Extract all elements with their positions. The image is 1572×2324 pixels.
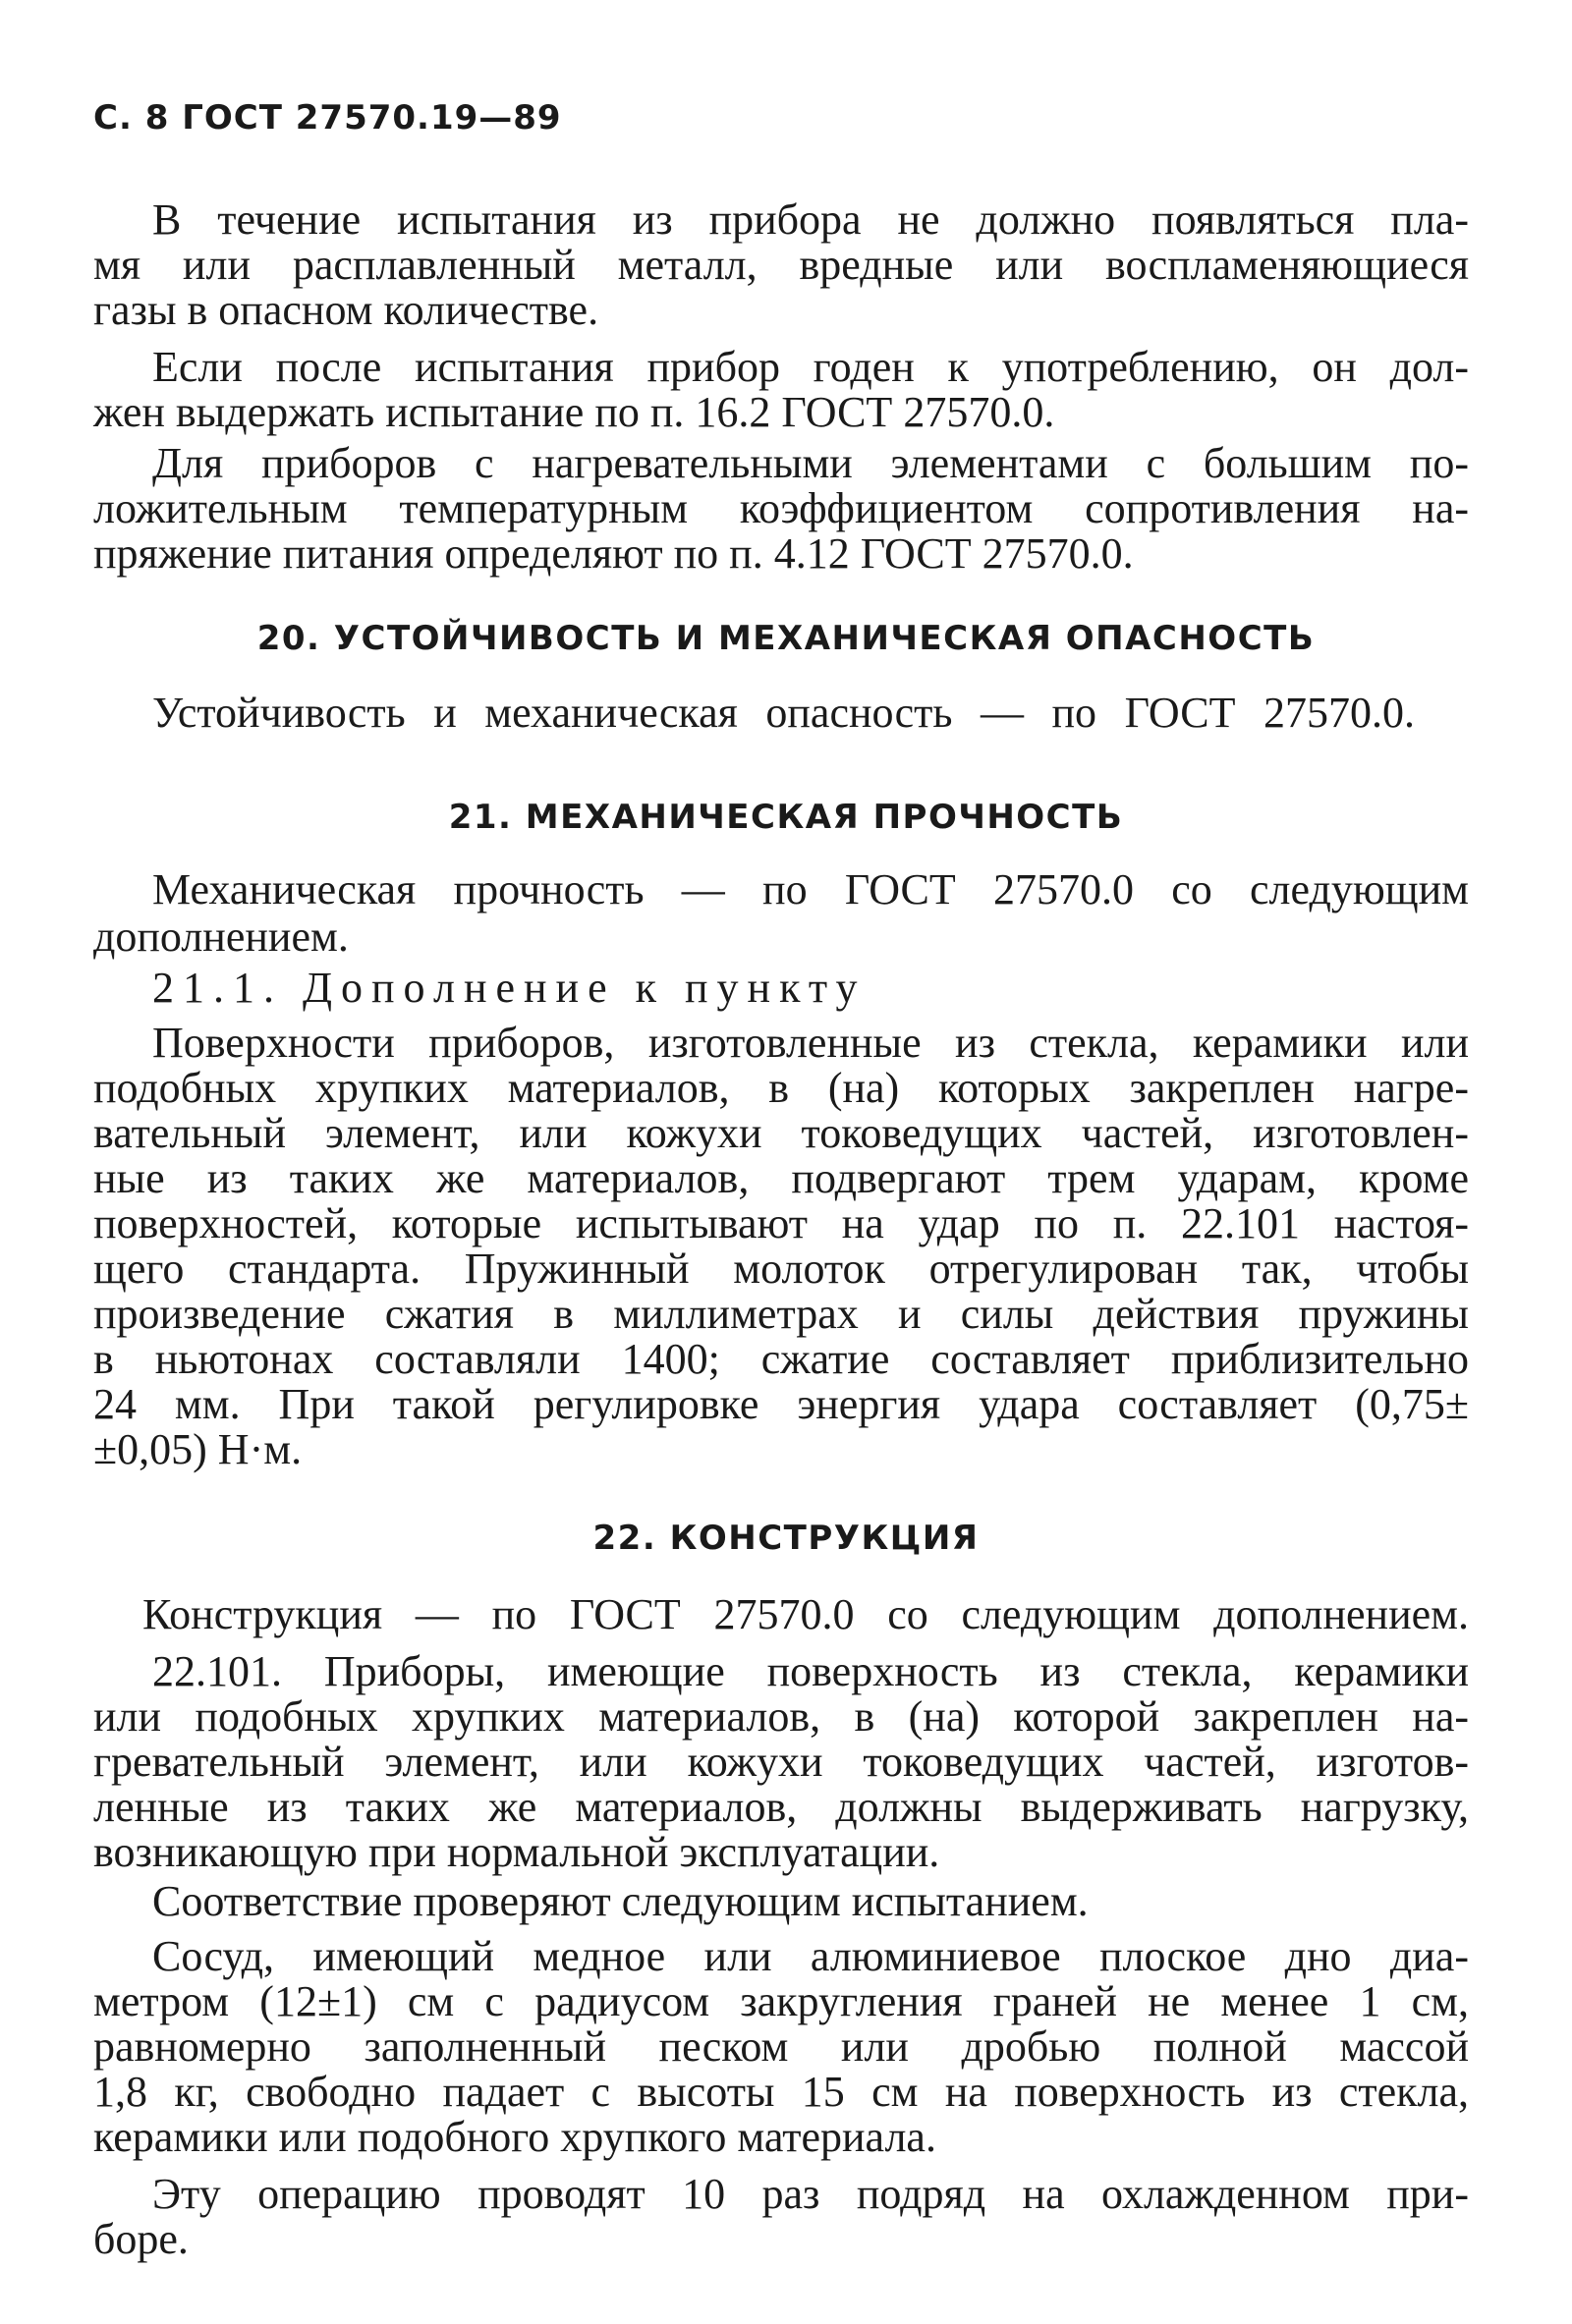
section-20-heading: 20. УСТОЙЧИВОСТЬ И МЕХАНИЧЕСКАЯ ОПАСНОСТЬ <box>256 619 1316 658</box>
text-line: 1,8 кг, свободно падает с высоты 15 см на поверхность из стекла, <box>93 2068 1469 2116</box>
text-line: возникающую при нормальной эксплуатации. <box>93 1828 940 1876</box>
text-line: пряжение питания определяют по п. 4.12 ГОСТ 27570.0. <box>93 529 1134 578</box>
text-line: 22.101. Приборы, имеющие поверхность из стекла, керамики <box>152 1647 1469 1695</box>
text-line: Сосуд, имеющий медное или алюминиевое плоское дно диа- <box>152 1932 1469 1980</box>
text-line: метром (12±1) см с радиусом закругления граней не менее 1 см, <box>93 1977 1469 2025</box>
text-line: Если после испытания прибор годен к употреблению, он дол- <box>152 343 1469 391</box>
text-line: ложительным температурным коэффициентом сопротивления на- <box>93 484 1469 532</box>
text-line: щего стандарта. Пружинный молоток отрегулирован так, чтобы <box>93 1245 1469 1293</box>
text-line: Поверхности приборов, изготовленные из стекла, керамики или <box>152 1019 1469 1067</box>
text-line: 24 мм. При такой регулировке энергия удара составляет (0,75± <box>93 1380 1469 1428</box>
text-line: ные из таких же материалов, подвергают трем ударам, кроме <box>93 1154 1469 1202</box>
text-line: Устойчивость и механическая опасность — по ГОСТ 27570.0. <box>152 689 1415 737</box>
text-line: равномерно заполненный песком или дробью полной массой <box>93 2022 1469 2071</box>
text-line: боре. <box>93 2215 189 2263</box>
text-line: ±0,05) Н·м. <box>93 1425 303 1473</box>
text-line: Для приборов с нагревательными элементами с большим по- <box>152 439 1469 487</box>
text-line: ленные из таких же материалов, должны выдерживать нагрузку, <box>93 1783 1469 1831</box>
section-21-heading: 21. МЕХАНИЧЕСКАЯ ПРОЧНОСТЬ <box>448 798 1124 837</box>
section-22-heading: 22. КОНСТРУКЦИЯ <box>592 1519 980 1558</box>
text-line: керамики или подобного хрупкого материала. <box>93 2113 936 2161</box>
text-line: в ньютонах составляли 1400; сжатие составляет приблизительно <box>93 1335 1469 1383</box>
text-line: Конструкция — по ГОСТ 27570.0 со следующим дополнением. <box>142 1590 1469 1638</box>
text-line: подобных хрупких материалов, в (на) которых закреплен нагре- <box>93 1064 1469 1112</box>
text-line: жен выдержать испытание по п. 16.2 ГОСТ 27570.0. <box>93 388 1055 436</box>
text-line: мя или расплавленный металл, вредные или воспламеняющиеся <box>93 241 1469 289</box>
text-line: Механическая прочность — по ГОСТ 27570.0 со следующим <box>152 865 1469 913</box>
text-line: Эту операцию проводят 10 раз подряд на охлажденном при- <box>152 2170 1469 2218</box>
text-line: поверхностей, которые испытывают на удар по п. 22.101 настоя- <box>93 1199 1469 1247</box>
text-line: гревательный элемент, или кожухи токоведущих частей, изготов- <box>93 1738 1469 1786</box>
text-line: или подобных хрупких материалов, в (на) которой закреплен на- <box>93 1692 1469 1741</box>
text-line: Соответствие проверяют следующим испытанием. <box>152 1877 1089 1925</box>
page-header: С. 8 ГОСТ 27570.19—89 <box>93 98 562 138</box>
text-line: произведение сжатия в миллиметрах и силы действия пружины <box>93 1290 1469 1338</box>
text-line: вательный элемент, или кожухи токоведущих частей, изготовлен- <box>93 1109 1469 1157</box>
text-line: В течение испытания из прибора не должно появляться пла- <box>152 195 1469 244</box>
clause-title: 21.1. Дополнение к пункту <box>152 964 867 1012</box>
text-line: газы в опасном количестве. <box>93 286 599 334</box>
text-line: дополнением. <box>93 913 349 961</box>
